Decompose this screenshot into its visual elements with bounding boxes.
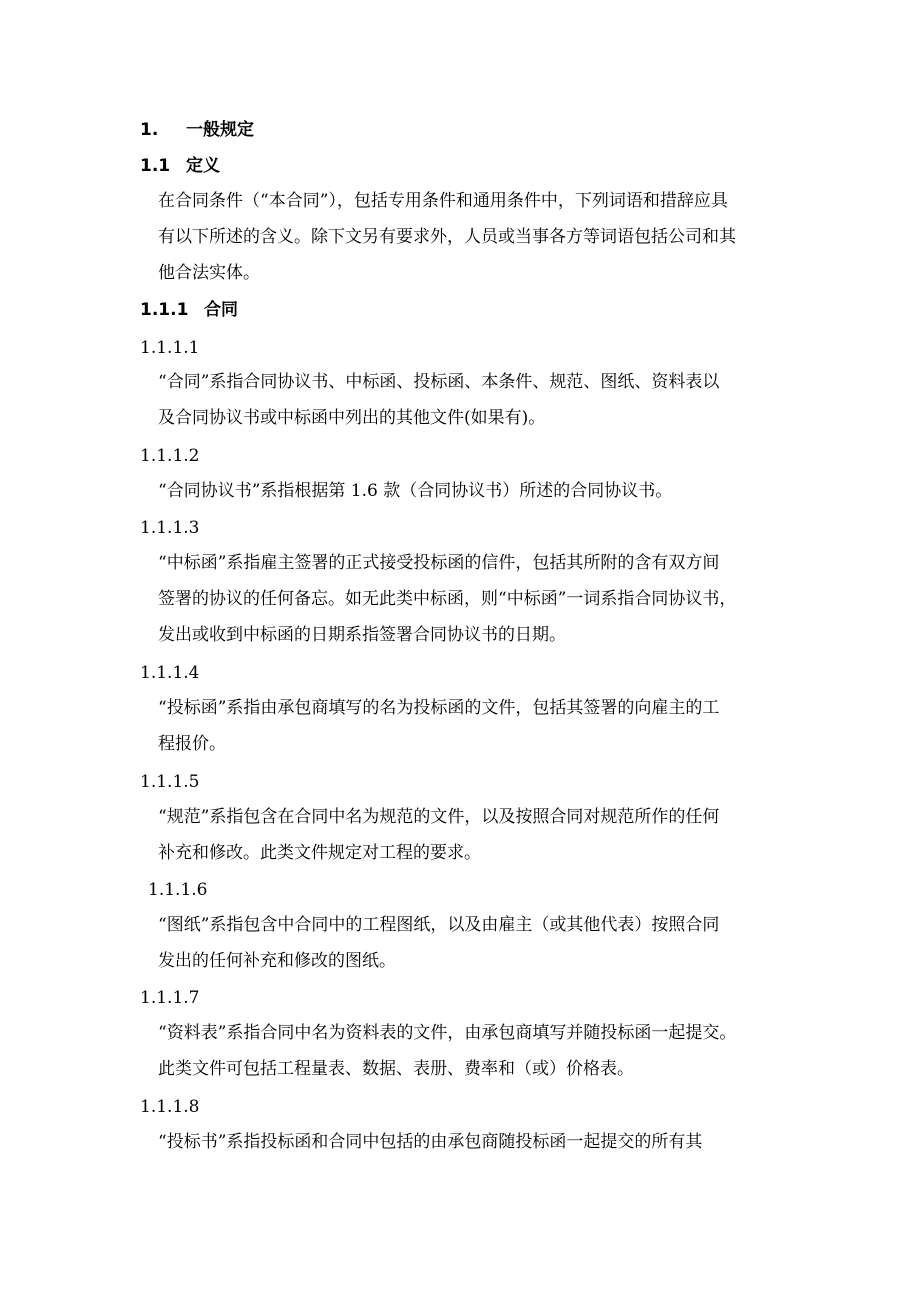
- clause-line: “规范”系指包含在合同中名为规范的文件，以及按照合同对规范所作的任何: [158, 807, 720, 827]
- subsubsection-number: 1.1.1: [140, 300, 189, 320]
- clause-body: [158, 907, 719, 979]
- clause-body: [158, 1015, 736, 1087]
- clause-line: “投标函”系指由承包商填写的名为投标函的文件，包括其签署的向雇主的工: [158, 698, 720, 718]
- subsubsection-title: 合同: [204, 300, 238, 320]
- subsubsection-heading: [140, 299, 238, 321]
- intro-line: 他合法实体。: [158, 263, 260, 283]
- clause-line: “中标函”系指雇主签署的正式接受投标函的信件，包括其所附的含有双方间: [158, 553, 720, 573]
- clause-body: [158, 545, 736, 653]
- clause-number: 1.1.1.3: [140, 518, 200, 538]
- clause-body: [158, 1124, 702, 1160]
- clause-number: 1.1.1.7: [140, 988, 200, 1008]
- subsection-number: 1.1: [140, 156, 171, 176]
- intro-line: 在合同条件（“本合同”），包括专用条件和通用条件中，下列词语和措辞应具: [158, 191, 728, 211]
- clause-body: [158, 690, 719, 762]
- clause-number: 1.1.1.1: [140, 338, 200, 358]
- clause-line: “合同”系指合同协议书、中标函、投标函、本条件、规范、图纸、资料表以: [158, 372, 720, 392]
- clause-body: [158, 364, 719, 436]
- clause-number: 1.1.1.2: [140, 446, 200, 466]
- clause-line: 发出或收到中标函的日期系指签署合同协议书的日期。: [158, 625, 566, 645]
- clause-line: 补充和修改。此类文件规定对工程的要求。: [158, 843, 481, 863]
- clause-line: “图纸”系指包含中合同中的工程图纸，以及由雇主（或其他代表）按照合同: [158, 915, 720, 935]
- clause-line: 程报价。: [158, 734, 226, 754]
- clause-number: 1.1.1.4: [140, 663, 200, 683]
- clause-body: [158, 473, 672, 509]
- clause-line: “资料表”系指合同中名为资料表的文件，由承包商填写并随投标函一起提交。: [158, 1023, 737, 1043]
- clause-number: 1.1.1.5: [140, 772, 200, 792]
- section-title: 一般规定: [186, 120, 254, 140]
- intro-paragraph: [158, 183, 736, 291]
- section-number: 1.: [140, 120, 159, 140]
- intro-line: 有以下所述的含义。除下文另有要求外，人员或当事各方等词语包括公司和其: [158, 227, 736, 247]
- subsection-title: 定义: [186, 156, 220, 176]
- clause-line: “投标书”系指投标函和合同中包括的由承包商随投标函一起提交的所有其: [158, 1132, 703, 1152]
- subsection-heading: [140, 155, 220, 177]
- clause-line: “合同协议书”系指根据第 1.6 款（合同协议书）所述的合同协议书。: [158, 481, 673, 501]
- clause-number: 1.1.1.8: [140, 1097, 200, 1117]
- clause-line: 及合同协议书或中标函中列出的其他文件(如果有)。: [158, 408, 546, 428]
- clause-number: 1.1.1.6: [148, 880, 208, 900]
- clause-line: 此类文件可包括工程量表、数据、表册、费率和（或）价格表。: [158, 1059, 634, 1079]
- clause-line: 发出的任何补充和修改的图纸。: [158, 951, 396, 971]
- clause-body: [158, 799, 719, 871]
- clause-line: 签署的协议的任何备忘。如无此类中标函，则“中标函”一词系指合同协议书，: [158, 589, 737, 609]
- section-heading: [140, 119, 254, 141]
